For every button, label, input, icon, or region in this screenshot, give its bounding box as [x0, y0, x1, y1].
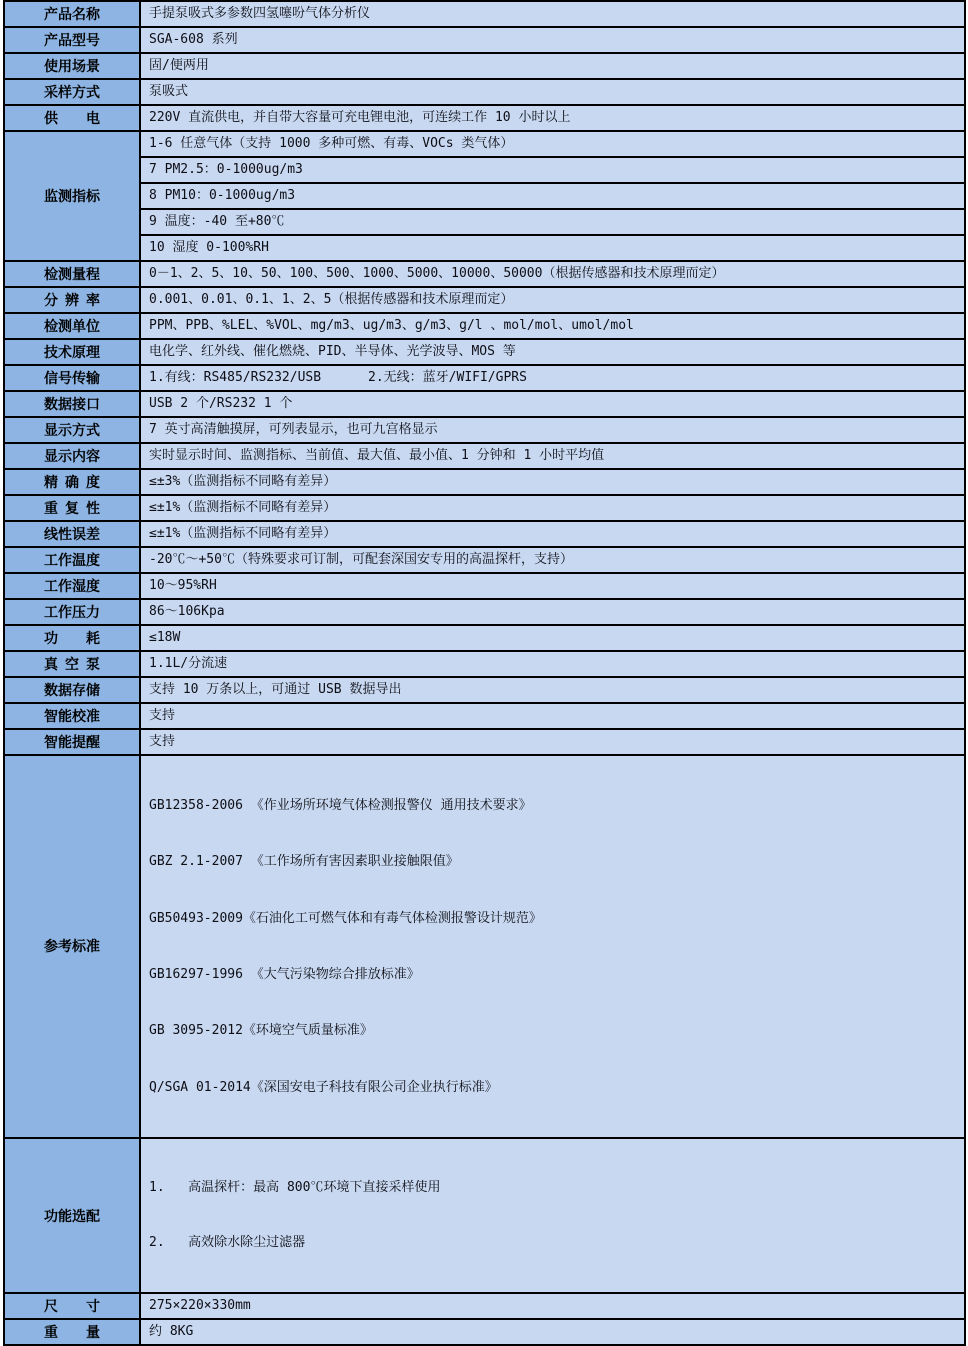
ref-standard-line: GBZ 2.1-2007 《工作场所有害因素职业接触限值》	[149, 854, 459, 870]
row-value-indicator-4: 9 温度：-40 至+80℃	[140, 209, 965, 235]
row-label-smart-reminder: 智能提醒	[4, 729, 140, 755]
row-value-weight: 约 8KG	[140, 1319, 965, 1345]
table-row	[4, 417, 965, 443]
table-row	[4, 1, 965, 27]
ref-standard-line: Q/SGA 01-2014《深国安电子科技有限公司企业执行标准》	[149, 1079, 498, 1095]
row-value-display-content: 实时显示时间、监测指标、当前值、最大值、最小值、1 分钟和 1 小时平均值	[140, 443, 965, 469]
row-label-working-humidity: 工作湿度	[4, 573, 140, 599]
row-value-linearity-error: ≤±1%（监测指标不同略有差异）	[140, 521, 965, 547]
row-value-dimensions: 275×220×330mm	[140, 1293, 965, 1319]
row-label-sampling-method: 采样方式	[4, 79, 140, 105]
row-value-optional-functions	[140, 1138, 965, 1293]
row-value-detection-unit: PPM、PPB、%LEL、%VOL、mg/m3、ug/m3、g/m3、g/l 、mol/mol、umol/mol	[140, 313, 965, 339]
table-row	[4, 599, 965, 625]
row-label-data-interface: 数据接口	[4, 391, 140, 417]
table-row	[4, 53, 965, 79]
table-row	[4, 443, 965, 469]
table-row	[4, 79, 965, 105]
table-row	[4, 313, 965, 339]
ref-standard-line: GB50493-2009《石油化工可燃气体和有毒气体检测报警设计规范》	[149, 910, 542, 926]
row-label-working-temperature: 工作温度	[4, 547, 140, 573]
row-label-data-storage: 数据存储	[4, 677, 140, 703]
row-value-power-supply: 220V 直流供电，并自带大容量可充电锂电池，可连续工作 10 小时以上	[140, 105, 965, 131]
row-value-indicator-5: 10 湿度 0-100%RH	[140, 235, 965, 261]
row-value-indicator-1: 1-6 任意气体（支持 1000 多种可燃、有毒、VOCs 类气体）	[140, 131, 965, 157]
row-label-weight: 重量	[4, 1319, 140, 1345]
table-row	[4, 469, 965, 495]
row-value-data-interface: USB 2 个/RS232 1 个	[140, 391, 965, 417]
ref-standard-line: GB 3095-2012《环境空气质量标准》	[149, 1023, 373, 1039]
row-value-accuracy: ≤±3%（监测指标不同略有差异）	[140, 469, 965, 495]
table-row	[4, 235, 965, 261]
row-value-usage-scene: 固/便两用	[140, 53, 965, 79]
table-row	[4, 625, 965, 651]
row-value-smart-reminder: 支持	[140, 729, 965, 755]
row-label-display-mode: 显示方式	[4, 417, 140, 443]
table-row	[4, 703, 965, 729]
row-value-indicator-2: 7 PM2.5：0-1000ug/m3	[140, 157, 965, 183]
row-value-product-name: 手提泵吸式多参数四氢噻吩气体分析仪	[140, 1, 965, 27]
row-value-sampling-method: 泵吸式	[140, 79, 965, 105]
table-row	[4, 287, 965, 313]
table-row	[4, 391, 965, 417]
row-value-smart-calibration: 支持	[140, 703, 965, 729]
table-row	[4, 261, 965, 287]
optional-function-line: 2. 高效除水除尘过滤器	[149, 1235, 306, 1251]
row-label-product-name: 产品名称	[4, 1, 140, 27]
row-label-detection-unit: 检测单位	[4, 313, 140, 339]
row-value-detection-range: 0－1、2、5、10、50、100、500、1000、5000、10000、50000（根据传感器和技术原理而定）	[140, 261, 965, 287]
row-label-working-pressure: 工作压力	[4, 599, 140, 625]
table-row	[4, 365, 965, 391]
row-label-model: 产品型号	[4, 27, 140, 53]
table-row	[4, 521, 965, 547]
row-label-repeatability: 重复性	[4, 495, 140, 521]
table-row	[4, 495, 965, 521]
row-value-data-storage: 支持 10 万条以上，可通过 USB 数据导出	[140, 677, 965, 703]
table-row	[4, 729, 965, 755]
table-row	[4, 651, 965, 677]
table-row	[4, 547, 965, 573]
table-row	[4, 183, 965, 209]
row-label-usage-scene: 使用场景	[4, 53, 140, 79]
row-label-optional-functions: 功能选配	[4, 1138, 140, 1293]
row-label-dimensions: 尺寸	[4, 1293, 140, 1319]
table-row	[4, 1319, 965, 1345]
optional-function-line: 1. 高温探杆：最高 800℃环境下直接采样使用	[149, 1179, 441, 1195]
row-label-reference-standards: 参考标准	[4, 755, 140, 1138]
row-label-technical-principle: 技术原理	[4, 339, 140, 365]
table-row	[4, 209, 965, 235]
row-value-power-consumption: ≤18W	[140, 625, 965, 651]
row-value-working-humidity: 10～95%RH	[140, 573, 965, 599]
row-label-vacuum-pump: 真空泵	[4, 651, 140, 677]
row-value-indicator-3: 8 PM10：0-1000ug/m3	[140, 183, 965, 209]
row-label-power-supply: 供电	[4, 105, 140, 131]
row-value-model: SGA-608 系列	[140, 27, 965, 53]
row-value-display-mode: 7 英寸高清触摸屏，可列表显示，也可九宫格显示	[140, 417, 965, 443]
row-value-signal-transmission: 1.有线：RS485/RS232/USB 2.无线：蓝牙/WIFI/GPRS	[140, 365, 965, 391]
row-value-repeatability: ≤±1%（监测指标不同略有差异）	[140, 495, 965, 521]
table-row	[4, 339, 965, 365]
row-value-working-pressure: 86～106Kpa	[140, 599, 965, 625]
table-row	[4, 755, 965, 1138]
table-row	[4, 1293, 965, 1319]
ref-standard-line: GB16297-1996 《大气污染物综合排放标准》	[149, 966, 420, 982]
table-row	[4, 27, 965, 53]
row-value-working-temperature: -20℃～+50℃（特殊要求可订制，可配套深国安专用的高温探杆，支持）	[140, 547, 965, 573]
row-label-resolution: 分辨率	[4, 287, 140, 313]
table-row	[4, 573, 965, 599]
row-value-technical-principle: 电化学、红外线、催化燃烧、PID、半导体、光学波导、MOS 等	[140, 339, 965, 365]
row-value-reference-standards	[140, 755, 965, 1138]
row-label-signal-transmission: 信号传输	[4, 365, 140, 391]
table-row	[4, 1138, 965, 1293]
table-row	[4, 131, 965, 157]
table-row	[4, 157, 965, 183]
row-value-resolution: 0.001、0.01、0.1、1、2、5（根据传感器和技术原理而定）	[140, 287, 965, 313]
row-label-detection-range: 检测量程	[4, 261, 140, 287]
row-label-monitoring-indicators: 监测指标	[4, 131, 140, 261]
spec-table	[3, 0, 966, 1346]
table-row	[4, 105, 965, 131]
ref-standard-line: GB12358-2006 《作业场所环境气体检测报警仪 通用技术要求》	[149, 798, 532, 814]
row-label-accuracy: 精确度	[4, 469, 140, 495]
row-value-vacuum-pump: 1.1L/分流速	[140, 651, 965, 677]
row-label-smart-calibration: 智能校准	[4, 703, 140, 729]
row-label-display-content: 显示内容	[4, 443, 140, 469]
row-label-power-consumption: 功耗	[4, 625, 140, 651]
row-label-linearity-error: 线性误差	[4, 521, 140, 547]
table-row	[4, 677, 965, 703]
